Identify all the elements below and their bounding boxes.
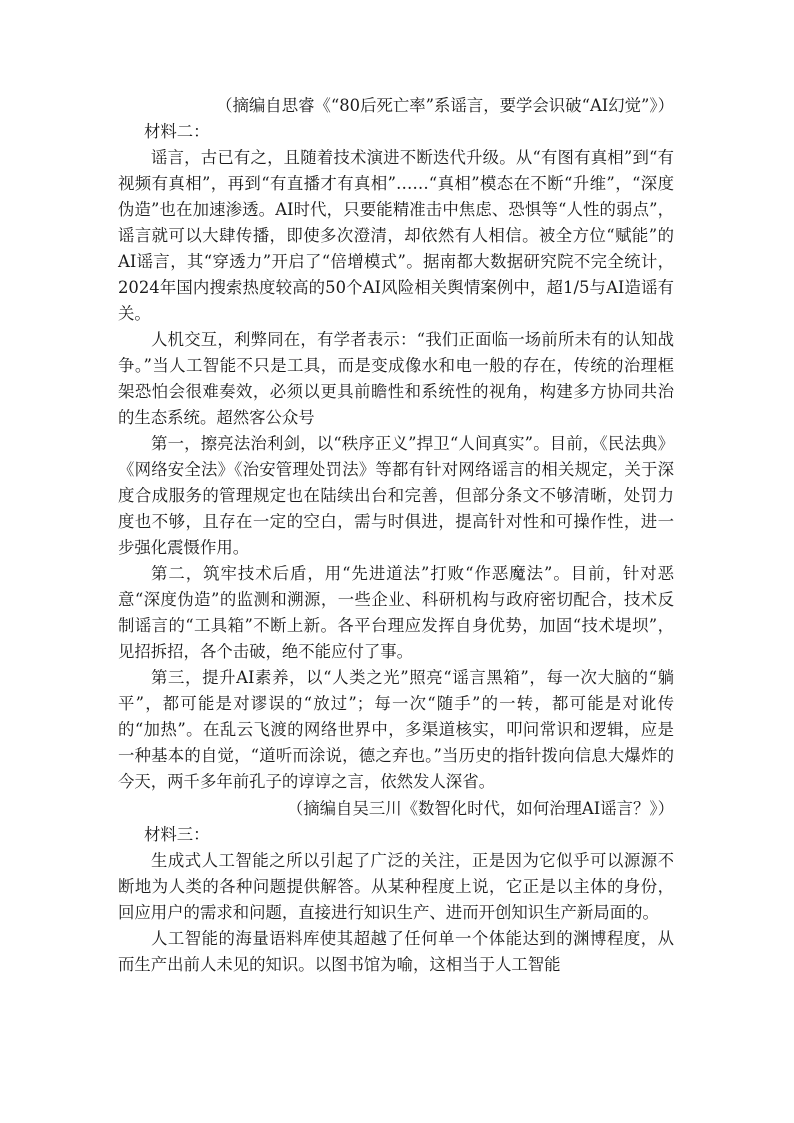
material-2-paragraph-3: 第一，擦亮法治利剑，以“秩序正义”捍卫“人间真实”。目前，《民法典》《网络安全法》《治安管理处罚法》等都有针对网络谣言的相关规定，关于深度合成服务的管理规定也在陆续出台和完善，但部分条文不够清晰，处罚力度也不够，且存在一定的空白，需与时俱进，提高针对性和可操作性，进一步强化震慑作用。 — [118, 434, 674, 557]
material-2-heading: 材料二： — [144, 122, 210, 141]
material-3-heading: 材料三： — [144, 825, 210, 844]
material-3-paragraph-2: 人工智能的海量语料库使其超越了任何单一个体能达到的渊博程度，从而生产出前人未见的知识。以图书馆为喻，这相当于人工智能 — [118, 929, 674, 974]
material-2-paragraph-5: 第三，提升AI素养，以“人类之光”照亮“谣言黑箱”，每一次大脑的“躺平”，都可能是对谬误的“放过”；每一次“随手”的一转，都可能是对讹传的“加热”。在乱云飞渡的网络世界中，多渠道核实，叩问常识和逻辑，应是一种基本的自觉，“道听而涂说，德之弃也。”当历史的指针拨向信息大爆炸的今天，两千多年前孔子的谆谆之言，依然发人深省。 — [118, 668, 674, 791]
document-page — [118, 93, 674, 978]
source-citation-2: （摘编自吴三川《数智化时代，如何治理AI谣言？》） — [286, 799, 674, 818]
source-citation-1: （摘编自思睿《“80后死亡率”系谣言，要学会识破“AI幻觉”》） — [216, 96, 674, 115]
material-3-paragraph-1: 生成式人工智能之所以引起了广泛的关注，正是因为它似乎可以源源不断地为人类的各种问题提供解答。从某种程度上说，它正是以主体的身份，回应用户的需求和问题，直接进行知识生产、进而开创知识生产新局面的。 — [118, 851, 674, 922]
material-2-paragraph-1: 谣言，古已有之，且随着技术演进不断迭代升级。从“有图有真相”到“有视频有真相”，再到“有直播才有真相”……“真相”模态在不断“升维”，“深度伪造”也在加速渗透。AI时代，只要能精准击中焦虑、恐惧等“人性的弱点”，谣言就可以大肆传播，即使多次澄清，却依然有人相信。被全方位“赋能”的AI谣言，其“穿透力”开启了“倍增模式”。据南都大数据研究院不完全统计，2024年国内搜索热度较高的50个AI风险相关舆情案例中，超1/5与AI造谣有关。 — [118, 148, 674, 323]
material-2-paragraph-4: 第二，筑牢技术后盾，用“先进道法”打败“作恶魔法”。目前，针对恶意“深度伪造”的监测和溯源，一些企业、科研机构与政府密切配合，技术反制谣言的“工具箱”不断上新。各平台理应发挥自身优势，加固“技术堤坝”，见招拆招，各个击破，绝不能应付了事。 — [118, 564, 674, 661]
material-2-paragraph-2: 人机交互，利弊同在，有学者表示：“我们正面临一场前所未有的认知战争。”当人工智能不只是工具，而是变成像水和电一般的存在，传统的治理框架恐怕会很难奏效，必须以更具前瞻性和系统性的视角，构建多方协同共治的生态系统。超然客公众号 — [118, 330, 674, 427]
